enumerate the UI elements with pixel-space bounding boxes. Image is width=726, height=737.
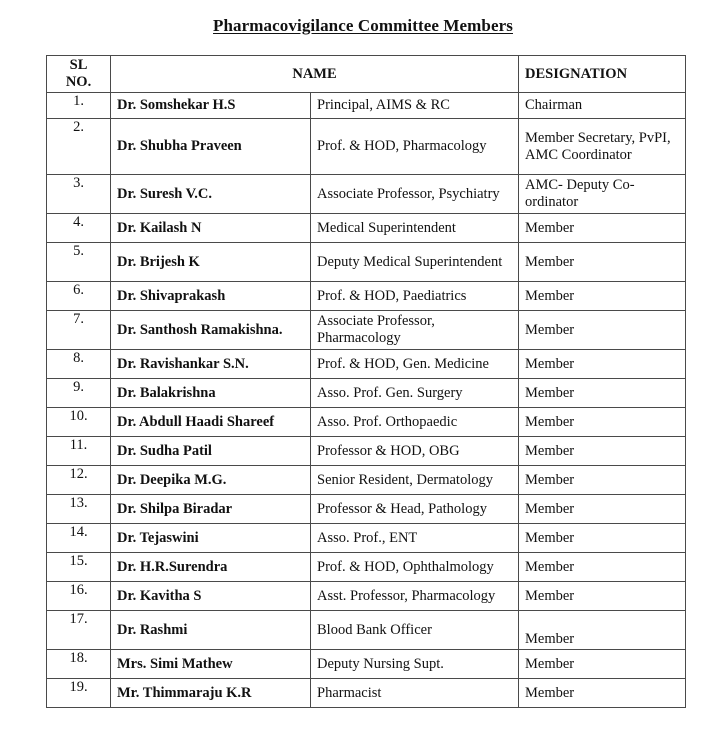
- sl-cell: 10.: [47, 408, 111, 437]
- member-designation: Member: [519, 553, 686, 582]
- member-designation: Member: [519, 437, 686, 466]
- member-role: Prof. & HOD, Ophthalmology: [311, 553, 519, 582]
- member-name: Dr. Abdull Haadi Shareef: [111, 408, 311, 437]
- member-role: Prof. & HOD, Gen. Medicine: [311, 350, 519, 379]
- table-row: [47, 379, 686, 408]
- member-designation: Member: [519, 466, 686, 495]
- member-name: Dr. Ravishankar S.N.: [111, 350, 311, 379]
- member-role: Deputy Nursing Supt.: [311, 650, 519, 679]
- sl-header-line2: NO.: [65, 74, 92, 90]
- member-name: Dr. Kavitha S: [111, 582, 311, 611]
- member-name: Dr. Brijesh K: [111, 243, 311, 282]
- member-designation: Member: [519, 350, 686, 379]
- table-row: [47, 679, 686, 708]
- member-name: Dr. Suresh V.C.: [111, 175, 311, 214]
- member-designation: Member: [519, 311, 686, 350]
- table-row: [47, 408, 686, 437]
- member-designation: Member: [519, 408, 686, 437]
- table-row: [47, 93, 686, 119]
- sl-cell: 12.: [47, 466, 111, 495]
- member-name: Dr. Sudha Patil: [111, 437, 311, 466]
- member-name: Dr. Kailash N: [111, 214, 311, 243]
- designation-header: DESIGNATION: [519, 56, 686, 93]
- table-row: [47, 437, 686, 466]
- sl-cell: 11.: [47, 437, 111, 466]
- sl-cell: 1.: [47, 93, 111, 119]
- member-role: Associate Professor, Pharmacology: [311, 311, 519, 350]
- member-role: Asso. Prof. Gen. Surgery: [311, 379, 519, 408]
- sl-cell: 17.: [47, 611, 111, 650]
- member-designation: Member Secretary, PvPI, AMC Coordinator: [519, 119, 686, 175]
- member-role: Prof. & HOD, Paediatrics: [311, 282, 519, 311]
- table-row: [47, 650, 686, 679]
- table-body: [47, 93, 686, 708]
- sl-cell: 6.: [47, 282, 111, 311]
- table-header-row: [47, 56, 686, 93]
- member-name: Dr. H.R.Surendra: [111, 553, 311, 582]
- member-role: Asso. Prof. Orthopaedic: [311, 408, 519, 437]
- member-name: Dr. Shubha Praveen: [111, 119, 311, 175]
- table-row: [47, 243, 686, 282]
- member-role: Senior Resident, Dermatology: [311, 466, 519, 495]
- member-role: Asso. Prof., ENT: [311, 524, 519, 553]
- sl-cell: 2.: [47, 119, 111, 175]
- document-title: Pharmacovigilance Committee Members: [213, 16, 513, 35]
- member-role: Deputy Medical Superintendent: [311, 243, 519, 282]
- member-designation: Member: [519, 611, 686, 650]
- member-name: Dr. Shilpa Biradar: [111, 495, 311, 524]
- sl-cell: 16.: [47, 582, 111, 611]
- member-designation: Member: [519, 214, 686, 243]
- sl-cell: 9.: [47, 379, 111, 408]
- member-name: Mrs. Simi Mathew: [111, 650, 311, 679]
- member-name: Dr. Rashmi: [111, 611, 311, 650]
- member-role: Professor & HOD, OBG: [311, 437, 519, 466]
- member-designation: Member: [519, 650, 686, 679]
- member-designation: Member: [519, 582, 686, 611]
- sl-cell: 5.: [47, 243, 111, 282]
- member-role: Prof. & HOD, Pharmacology: [311, 119, 519, 175]
- sl-cell: 15.: [47, 553, 111, 582]
- committee-members-table: [46, 55, 686, 708]
- sl-cell: 4.: [47, 214, 111, 243]
- table-row: [47, 119, 686, 175]
- sl-cell: 8.: [47, 350, 111, 379]
- member-name: Dr. Shivaprakash: [111, 282, 311, 311]
- sl-cell: 3.: [47, 175, 111, 214]
- sl-cell: 13.: [47, 495, 111, 524]
- member-name: Dr. Balakrishna: [111, 379, 311, 408]
- table-row: [47, 175, 686, 214]
- table-row: [47, 582, 686, 611]
- sl-cell: 14.: [47, 524, 111, 553]
- member-role: Principal, AIMS & RC: [311, 93, 519, 119]
- sl-header-line1: SL: [69, 57, 88, 73]
- member-designation: Member: [519, 524, 686, 553]
- table-row: [47, 524, 686, 553]
- member-role: Asst. Professor, Pharmacology: [311, 582, 519, 611]
- member-role: Medical Superintendent: [311, 214, 519, 243]
- member-name: Dr. Santhosh Ramakishna.: [111, 311, 311, 350]
- table-row: [47, 466, 686, 495]
- name-header: NAME: [111, 56, 519, 93]
- member-name: Dr. Tejaswini: [111, 524, 311, 553]
- sl-cell: 18.: [47, 650, 111, 679]
- table-row: [47, 350, 686, 379]
- table-row: [47, 282, 686, 311]
- member-designation: AMC- Deputy Co-ordinator: [519, 175, 686, 214]
- sl-no-header: [47, 56, 111, 93]
- table-row: [47, 495, 686, 524]
- sl-cell: 19.: [47, 679, 111, 708]
- member-name: Dr. Somshekar H.S: [111, 93, 311, 119]
- table-row: [47, 611, 686, 650]
- member-designation: Member: [519, 379, 686, 408]
- table-row: [47, 553, 686, 582]
- member-role: Associate Professor, Psychiatry: [311, 175, 519, 214]
- member-role: Professor & Head, Pathology: [311, 495, 519, 524]
- table-row: [47, 311, 686, 350]
- member-designation: Member: [519, 679, 686, 708]
- member-role: Pharmacist: [311, 679, 519, 708]
- member-name: Mr. Thimmaraju K.R: [111, 679, 311, 708]
- table-row: [47, 214, 686, 243]
- member-name: Dr. Deepika M.G.: [111, 466, 311, 495]
- member-designation: Chairman: [519, 93, 686, 119]
- sl-cell: 7.: [47, 311, 111, 350]
- member-designation: Member: [519, 243, 686, 282]
- member-role: Blood Bank Officer: [311, 611, 519, 650]
- member-designation: Member: [519, 282, 686, 311]
- member-designation: Member: [519, 495, 686, 524]
